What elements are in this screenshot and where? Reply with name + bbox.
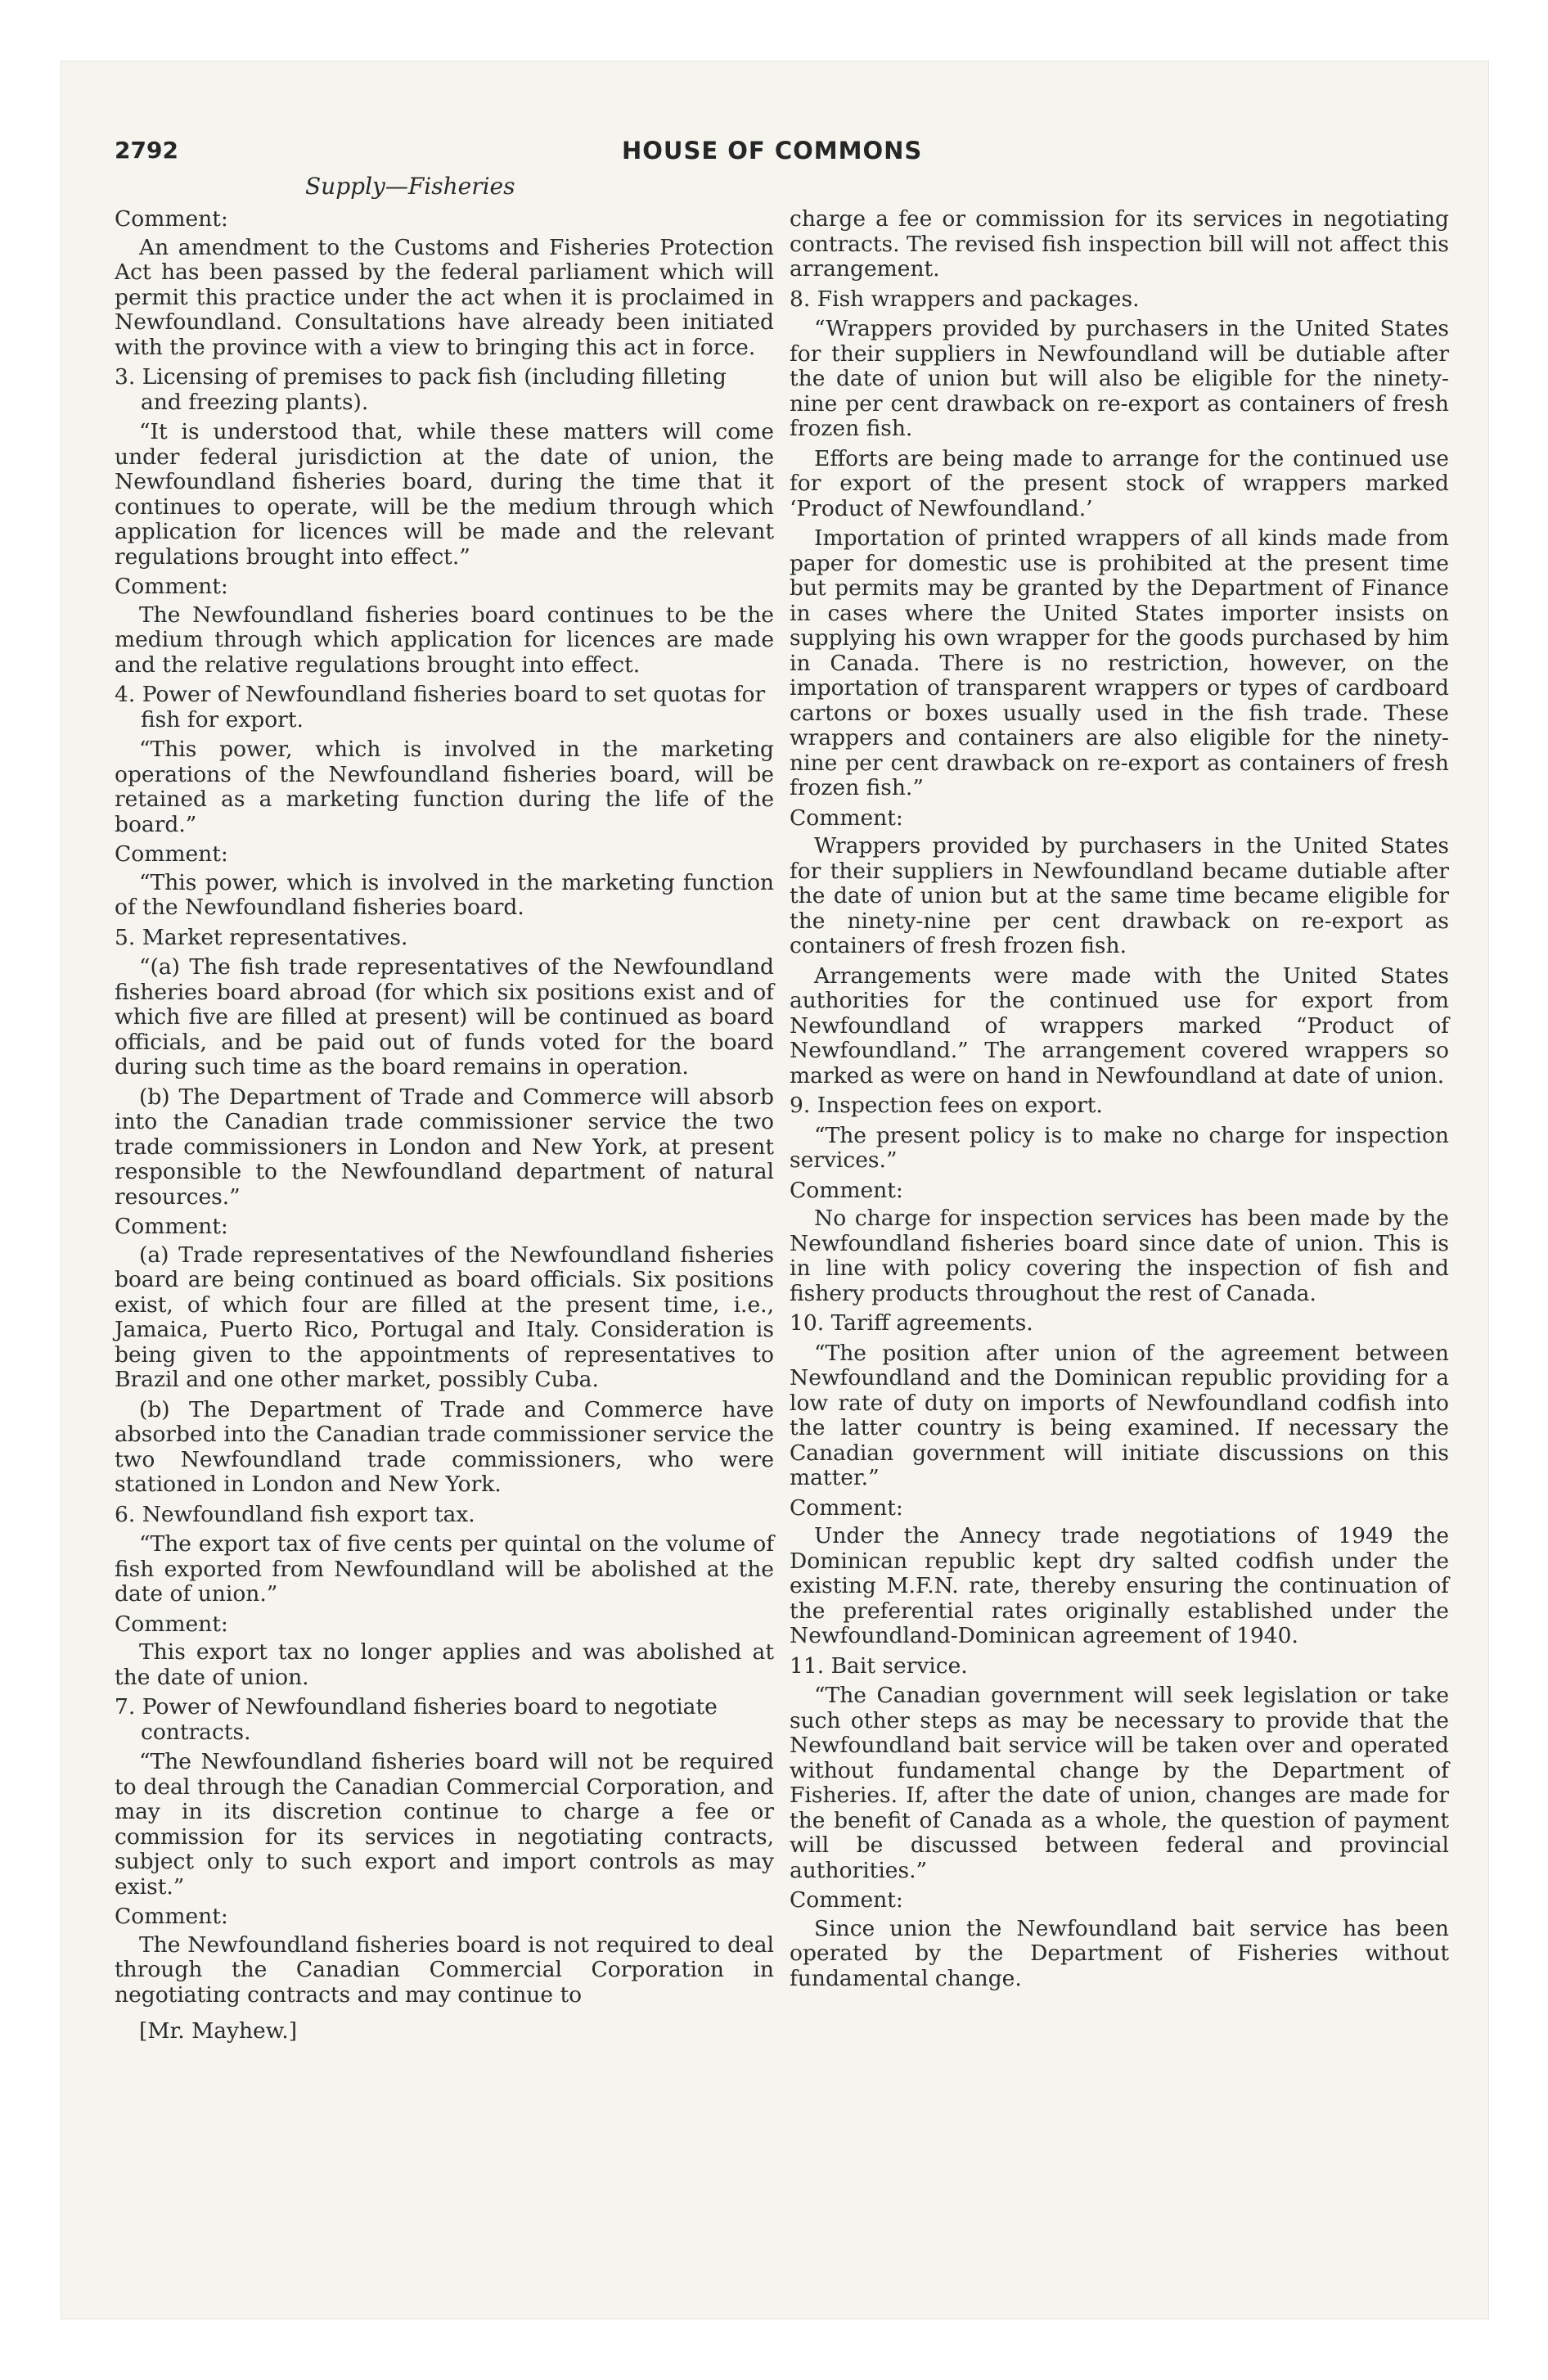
- right-paragraph: Under the Annecy trade negotiations of 1949 the Dominican republic kept dry salted codfish under the existing M.F.N. rate, thereby ensuring the continuation of the preferential rates originally established under the Newfoundland-Dominican agreement of 1940.: [790, 1523, 1449, 1648]
- left-paragraph: The Newfoundland fisheries board continues to be the medium through which application for licences are made and the relative regulations brought into effect.: [115, 602, 774, 678]
- right-comment-label: Comment:: [790, 1887, 903, 1913]
- right-comment-label: Comment:: [790, 805, 903, 831]
- right-paragraph: No charge for inspection services has been made by the Newfoundland fisheries board since date of union. This is in line with policy covering the inspection of fish and fishery products throughout the rest of Canada.: [790, 1206, 1449, 1306]
- left-comment-label: Comment:: [115, 1214, 228, 1239]
- left-column: [115, 207, 774, 2049]
- left-comment-label: Comment:: [115, 574, 228, 599]
- running-title: HOUSE OF COMMONS: [622, 137, 923, 165]
- right-comment-label: Comment:: [790, 1494, 903, 1521]
- right-paragraph: Efforts are being made to arrange for the continued use for export of the present stock of wrappers marked ‘Product of Newfoundland.’: [790, 445, 1449, 521]
- left-numbered-heading: 7. Power of Newfoundland fisheries board to negotiate contracts.: [115, 1694, 718, 1745]
- page-header: [115, 137, 1456, 169]
- left-paragraph: “This power, which is involved in the marketing operations of the Newfoundland fisheries board, will be retained as a marketing function during the life of the board.”: [115, 737, 774, 837]
- right-paragraph-continued: charge a fee or commission for its services in negotiating contracts. The revised fish inspection bill will not affect this arrangement.: [790, 206, 1449, 282]
- left-numbered-heading: 3. Licensing of premises to pack fish (including filleting and freezing plants).: [115, 364, 727, 415]
- left-paragraph: (b) The Department of Trade and Commerce have absorbed into the Canadian trade commissioner service the two Newfoundland trade commissioners, who were stationed in London and New York.: [115, 1396, 774, 1497]
- left-paragraph: “The Newfoundland fisheries board will not be required to deal through the Canadian Commercial Corporation, and may in its discretion continue to charge a fee or commission for its services in negotiating contracts, subject only to such export and import controls as may exist.”: [115, 1749, 774, 1900]
- left-paragraph: (b) The Department of Trade and Commerce will absorb into the Canadian trade commissioner service the two trade commissioners in London and New York, at present responsible to the Newfoundland department of natural resources.”: [115, 1084, 774, 1210]
- right-paragraph: Wrappers provided by purchasers in the United States for their suppliers in Newfoundland became dutiable after the date of union but at the same time became eligible for the ninety-nine per cent drawback on re-export as containers of fresh frozen fish.: [790, 833, 1449, 958]
- left-comment-label: Comment:: [115, 206, 228, 232]
- right-numbered-heading: 10. Tariff agreements.: [790, 1310, 1033, 1336]
- left-speaker-attribution: [Mr. Mayhew.]: [139, 2018, 298, 2044]
- left-numbered-heading: 4. Power of Newfoundland fisheries board to set quotas for fish for export.: [115, 682, 766, 732]
- right-paragraph: “Wrappers provided by purchasers in the United States for their suppliers in Newfoundland will be dutiable after the date of union but will also be eligible for the ninety-nine per cent drawback on re-export as containers of fresh frozen fish.: [790, 316, 1449, 441]
- left-numbered-heading: 5. Market representatives.: [115, 924, 408, 950]
- right-paragraph: Importation of printed wrappers of all kinds made from paper for domestic use is prohibited at the present time but permits may be granted by the Department of Finance in cases where the United States importer insists on supplying his own wrapper for the goods purchased by him in Canada. There is no restriction, however, on the importation of transparent wrappers or types of cardboard cartons or boxes usually used in the fish trade. These wrappers and containers are also eligible for the ninety-nine per cent drawback on re-export as containers of fresh frozen fish.”: [790, 525, 1449, 800]
- right-paragraph: “The Canadian government will seek legislation or take such other steps as may be necessary to provide that the Newfoundland bait service will be taken over and operated without fundamental change by the Department of Fisheries. If, after the date of union, changes are made for the benefit of Canada as a whole, the question of payment will be discussed between federal and provincial authorities.”: [790, 1683, 1449, 1883]
- right-paragraph: “The position after union of the agreement between Newfoundland and the Dominican republic providing for a low rate of duty on imports of Newfoundland codfish into the latter country is being examined. If necessary the Canadian government will initiate discussions on this matter.”: [790, 1340, 1449, 1490]
- left-paragraph: “(a) The fish trade representatives of the Newfoundland fisheries board abroad (for which six positions exist and of which five are filled at present) will be continued as board officials, and be paid out of funds voted for the board during such time as the board remains in operation.: [115, 954, 774, 1080]
- left-paragraph: (a) Trade representatives of the Newfoundland fisheries board are being continued as board officials. Six positions exist, of which four are filled at the present time, i.e., Jamaica, Puerto Rico, Portugal and Italy. Consideration is being given to the appointments of representatives to Brazil and one other market, possibly Cuba.: [115, 1242, 774, 1392]
- left-paragraph: The Newfoundland fisheries board is not required to deal through the Canadian Commercial Corporation in negotiating contracts and may continue to: [115, 1931, 774, 2008]
- left-numbered-heading: 6. Newfoundland fish export tax.: [115, 1501, 475, 1527]
- left-paragraph: “The export tax of five cents per quintal on the volume of fish exported from Newfoundland will be abolished at the date of union.”: [115, 1531, 774, 1607]
- right-numbered-heading: 8. Fish wrappers and packages.: [790, 286, 1140, 312]
- right-paragraph: “The present policy is to make no charge for inspection services.”: [790, 1122, 1449, 1173]
- page-number: 2792: [115, 137, 178, 164]
- right-paragraph: Arrangements were made with the United States authorities for the continued use for export from Newfoundland of wrappers marked “Product of Newfoundland.” The arrangement covered wrappers so marked as were on hand in Newfoundland at date of union.: [790, 962, 1449, 1089]
- right-paragraph: Since union the Newfoundland bait service has been operated by the Department of Fisheries without fundamental change.: [790, 1915, 1449, 1991]
- right-comment-label: Comment:: [790, 1177, 903, 1203]
- left-paragraph: “It is understood that, while these matters will come under federal jurisdiction at the date of union, the Newfoundland fisheries board, during the time that it continues to operate, will be the medium through which application for licences will be made and the relevant regulations brought into effect.”: [115, 419, 774, 570]
- right-numbered-heading: 9. Inspection fees on export.: [790, 1093, 1103, 1118]
- left-comment-label: Comment:: [115, 1611, 228, 1637]
- hansard-page: [61, 61, 1488, 2319]
- right-numbered-heading: 11. Bait service.: [790, 1652, 968, 1679]
- section-subject: Supply—Fisheries: [305, 173, 515, 200]
- left-paragraph: This export tax no longer applies and was abolished at the date of union.: [115, 1639, 774, 1690]
- left-comment-label: Comment:: [115, 841, 228, 867]
- right-column: [790, 207, 1449, 1996]
- left-paragraph: An amendment to the Customs and Fisheries Protection Act has been passed by the federal parliament which will permit this practice under the act when it is proclaimed in Newfoundland. Consultations have already been initiated with the province with a view to bringing this act in force.: [115, 234, 774, 360]
- left-paragraph: “This power, which is involved in the marketing function of the Newfoundland fisheries board.: [115, 869, 774, 920]
- left-comment-label: Comment:: [115, 1904, 228, 1929]
